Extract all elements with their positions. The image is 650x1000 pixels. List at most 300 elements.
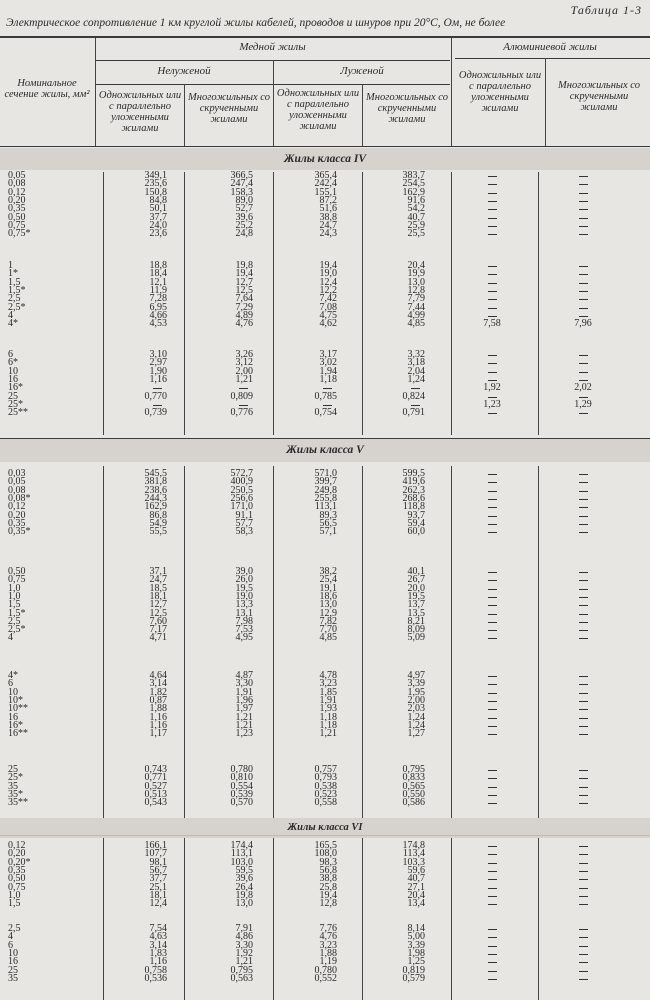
resistance-cell: 56,7 xyxy=(149,864,167,876)
resistance-cell: 12,5 xyxy=(235,284,253,296)
empty-cell-dash xyxy=(579,482,588,483)
empty-cell-dash xyxy=(488,274,497,275)
resistance-cell: 25,2 xyxy=(235,219,253,231)
resistance-cell: 3,12 xyxy=(235,357,253,369)
empty-cell-dash xyxy=(488,482,497,483)
empty-cell-dash xyxy=(579,413,588,414)
resistance-cell: 1,91 xyxy=(319,694,337,706)
resistance-cell: 256,6 xyxy=(230,492,253,504)
resistance-cell: 12,8 xyxy=(319,898,337,910)
resistance-cell: 98,1 xyxy=(149,856,167,868)
resistance-cell: 383,7 xyxy=(402,170,425,181)
cross-section-cell: 6* xyxy=(8,357,18,369)
resistance-cell: 55,5 xyxy=(149,526,167,538)
resistance-cell: 158,3 xyxy=(230,186,253,198)
resistance-cell: 0,771 xyxy=(144,772,167,784)
cross-section-cell: 25 xyxy=(8,390,18,402)
resistance-cell: 93,7 xyxy=(407,509,425,521)
resistance-cell: 0,819 xyxy=(402,964,425,976)
empty-cell-dash xyxy=(579,209,588,210)
empty-cell-dash xyxy=(579,589,588,590)
empty-cell-dash xyxy=(488,701,497,702)
resistance-cell: 1,92 xyxy=(483,382,501,394)
empty-cell-dash xyxy=(579,684,588,685)
resistance-cell: 7,98 xyxy=(235,615,253,627)
resistance-cell: 19,1 xyxy=(319,582,337,594)
resistance-cell: 12,7 xyxy=(149,599,167,611)
resistance-cell: 1,18 xyxy=(319,373,337,385)
resistance-cell: 0,538 xyxy=(314,780,337,792)
cross-section-cell: 16 xyxy=(8,373,18,385)
cross-section-cell: 1* xyxy=(8,268,18,280)
empty-cell-dash xyxy=(579,299,588,300)
resistance-cell: 107,7 xyxy=(144,848,167,860)
empty-cell-dash xyxy=(579,854,588,855)
cross-section-cell: 0,75 xyxy=(8,574,26,586)
empty-cell-dash xyxy=(579,499,588,500)
resistance-cell: 54,2 xyxy=(407,203,425,215)
resistance-cell: 13,0 xyxy=(407,276,425,288)
header-divider xyxy=(184,84,185,146)
empty-cell-dash xyxy=(488,524,497,525)
resistance-cell: 7,64 xyxy=(235,293,253,305)
resistance-cell: 8,21 xyxy=(407,615,425,627)
empty-cell-dash xyxy=(579,904,588,905)
resistance-cell: 0,758 xyxy=(144,964,167,976)
cross-section-cell: 1,5* xyxy=(8,284,26,296)
resistance-cell: 39,6 xyxy=(235,211,253,223)
resistance-cell: 255,8 xyxy=(314,492,337,504)
resistance-cell: 0,791 xyxy=(402,407,425,419)
resistance-cell: 0,757 xyxy=(314,764,337,775)
resistance-cell: 0,543 xyxy=(144,797,167,809)
resistance-cell: 171,0 xyxy=(230,501,253,513)
empty-cell-dash xyxy=(488,718,497,719)
resistance-cell: 7,29 xyxy=(235,301,253,313)
empty-cell-dash xyxy=(579,355,588,356)
resistance-cell: 0,824 xyxy=(402,390,425,402)
empty-cell-dash xyxy=(488,846,497,847)
resistance-cell: 400,9 xyxy=(230,476,253,488)
cross-section-cell: 16 xyxy=(8,956,18,968)
header-divider xyxy=(95,38,96,146)
column-divider xyxy=(362,466,363,818)
empty-cell-dash xyxy=(579,363,588,364)
empty-cell-dash xyxy=(488,879,497,880)
resistance-cell: 7,96 xyxy=(574,318,592,330)
resistance-cell: 381,8 xyxy=(144,476,167,488)
resistance-cell: 0,780 xyxy=(314,964,337,976)
resistance-cell: 1,85 xyxy=(319,686,337,698)
empty-cell-dash xyxy=(579,516,588,517)
empty-cell-dash xyxy=(579,397,588,398)
resistance-cell: 7,70 xyxy=(319,624,337,636)
empty-cell-dash xyxy=(488,589,497,590)
resistance-cell: 25,4 xyxy=(319,574,337,586)
column-divider xyxy=(273,466,274,818)
empty-cell-dash xyxy=(579,846,588,847)
resistance-cell: 18,4 xyxy=(149,268,167,280)
resistance-cell: 1,16 xyxy=(149,711,167,723)
cross-section-cell: 0,35 xyxy=(8,517,26,529)
column-divider xyxy=(538,838,539,1000)
header-top-rule xyxy=(0,36,650,38)
resistance-cell: 0,552 xyxy=(314,972,337,984)
resistance-cell: 39,0 xyxy=(235,566,253,577)
empty-cell-dash xyxy=(488,291,497,292)
resistance-cell: 174,4 xyxy=(230,840,253,851)
resistance-cell: 13,1 xyxy=(235,607,253,619)
cross-section-cell: 16** xyxy=(8,728,28,740)
empty-cell-dash xyxy=(488,904,497,905)
empty-cell-dash xyxy=(323,405,332,406)
resistance-cell: 18,1 xyxy=(149,590,167,602)
resistance-cell: 91,1 xyxy=(235,509,253,521)
empty-cell-dash xyxy=(488,937,497,938)
resistance-cell: 20,4 xyxy=(407,889,425,901)
resistance-cell: 19,8 xyxy=(235,889,253,901)
cross-section-cell: 0,12 xyxy=(8,186,26,198)
empty-cell-dash xyxy=(488,193,497,194)
cross-section-cell: 0,08 xyxy=(8,484,26,496)
empty-cell-dash xyxy=(579,929,588,930)
resistance-cell: 3,14 xyxy=(149,939,167,951)
resistance-cell: 162,9 xyxy=(144,501,167,513)
header-bottom-rule xyxy=(0,146,650,147)
column-divider xyxy=(273,172,274,435)
resistance-cell: 1,16 xyxy=(149,373,167,385)
empty-cell-dash xyxy=(579,971,588,972)
empty-cell-dash xyxy=(239,405,248,406)
cross-section-cell: 6 xyxy=(8,939,13,951)
empty-cell-dash xyxy=(579,291,588,292)
resistance-cell: 262,3 xyxy=(402,484,425,496)
resistance-cell: 19,0 xyxy=(319,268,337,280)
cross-section-cell: 0,20* xyxy=(8,856,31,868)
empty-cell-dash xyxy=(488,283,497,284)
resistance-cell: 19,9 xyxy=(407,268,425,280)
resistance-cell: 1,91 xyxy=(235,686,253,698)
empty-cell-dash xyxy=(579,701,588,702)
section-rule xyxy=(0,835,650,836)
cross-section-cell: 2,5 xyxy=(8,615,21,627)
resistance-cell: 12,9 xyxy=(319,607,337,619)
resistance-cell: 0,558 xyxy=(314,797,337,809)
cross-section-cell: 1,5 xyxy=(8,898,21,910)
empty-cell-dash xyxy=(579,218,588,219)
empty-cell-dash xyxy=(579,176,588,177)
resistance-cell: 13,7 xyxy=(407,599,425,611)
empty-cell-dash xyxy=(153,405,162,406)
resistance-cell: 7,53 xyxy=(235,624,253,636)
resistance-cell: 1,90 xyxy=(149,365,167,377)
empty-cell-dash xyxy=(579,380,588,381)
resistance-cell: 162,9 xyxy=(402,186,425,198)
column-divider xyxy=(538,466,539,818)
resistance-cell: 7,28 xyxy=(149,293,167,305)
empty-cell-dash xyxy=(488,397,497,398)
resistance-cell: 57,7 xyxy=(235,517,253,529)
empty-cell-dash xyxy=(488,580,497,581)
cross-section-cell: 4* xyxy=(8,670,18,681)
empty-cell-dash xyxy=(579,871,588,872)
resistance-cell: 6,95 xyxy=(149,301,167,313)
resistance-cell: 1,97 xyxy=(235,703,253,715)
resistance-cell: 0,527 xyxy=(144,780,167,792)
resistance-cell: 19,4 xyxy=(319,889,337,901)
resistance-cell: 19,5 xyxy=(235,582,253,594)
resistance-cell: 399,7 xyxy=(314,476,337,488)
resistance-cell: 0,785 xyxy=(314,390,337,402)
empty-cell-dash xyxy=(488,507,497,508)
resistance-cell: 4,71 xyxy=(149,632,167,644)
resistance-cell: 0,579 xyxy=(402,972,425,984)
resistance-cell: 4,97 xyxy=(407,670,425,681)
resistance-cell: 4,63 xyxy=(149,931,167,943)
resistance-cell: 87,2 xyxy=(319,194,337,206)
resistance-cell: 13,0 xyxy=(235,898,253,910)
resistance-cell: 113,1 xyxy=(230,848,253,860)
resistance-cell: 51,6 xyxy=(319,203,337,215)
empty-cell-dash xyxy=(488,380,497,381)
resistance-cell: 1,29 xyxy=(574,398,592,410)
resistance-cell: 7,58 xyxy=(483,318,501,330)
empty-cell-dash xyxy=(579,709,588,710)
empty-cell-dash xyxy=(488,863,497,864)
resistance-cell: 1,94 xyxy=(319,365,337,377)
empty-cell-dash xyxy=(488,209,497,210)
empty-cell-dash xyxy=(579,597,588,598)
empty-cell-dash xyxy=(579,622,588,623)
empty-cell-dash xyxy=(488,226,497,227)
resistance-cell: 365,4 xyxy=(314,170,337,181)
empty-cell-dash xyxy=(579,937,588,938)
empty-cell-dash xyxy=(488,308,497,309)
resistance-cell: 54,9 xyxy=(149,517,167,529)
empty-cell-dash xyxy=(488,266,497,267)
resistance-cell: 20,4 xyxy=(407,260,425,271)
resistance-cell: 19,4 xyxy=(235,268,253,280)
empty-cell-dash xyxy=(579,726,588,727)
empty-cell-dash xyxy=(488,622,497,623)
resistance-cell: 0,513 xyxy=(144,788,167,800)
resistance-cell: 26,0 xyxy=(235,574,253,586)
resistance-cell: 118,8 xyxy=(402,501,425,513)
cross-section-cell: 10** xyxy=(8,703,28,715)
cross-section-cell: 0,75 xyxy=(8,219,26,231)
cross-section-cell: 4 xyxy=(8,632,13,644)
resistance-cell: 18,5 xyxy=(149,582,167,594)
resistance-cell: 2,00 xyxy=(407,694,425,706)
cross-section-cell: 25* xyxy=(8,398,23,410)
cross-section-cell: 1,0 xyxy=(8,889,21,901)
resistance-cell: 1,95 xyxy=(407,686,425,698)
column-divider xyxy=(184,172,185,435)
empty-cell-dash xyxy=(579,308,588,309)
resistance-cell: 37,1 xyxy=(149,566,167,577)
resistance-cell: 98,3 xyxy=(319,856,337,868)
resistance-cell: 366,5 xyxy=(230,170,253,181)
resistance-cell: 1,19 xyxy=(319,956,337,968)
resistance-cell: 165,5 xyxy=(314,840,337,851)
empty-cell-dash xyxy=(579,266,588,267)
column-divider xyxy=(451,838,452,1000)
empty-cell-dash xyxy=(488,726,497,727)
table-number: Таблица 1-3 xyxy=(570,3,642,17)
resistance-cell: 599,5 xyxy=(402,468,425,479)
empty-cell-dash xyxy=(579,532,588,533)
resistance-cell: 1,96 xyxy=(235,694,253,706)
cross-section-cell: 35* xyxy=(8,788,23,800)
resistance-cell: 1,88 xyxy=(149,703,167,715)
empty-cell-dash xyxy=(579,879,588,880)
empty-cell-dash xyxy=(579,274,588,275)
empty-cell-dash xyxy=(488,871,497,872)
resistance-cell: 19,8 xyxy=(235,260,253,271)
empty-cell-dash xyxy=(579,638,588,639)
cross-section-cell: 4 xyxy=(8,309,13,321)
resistance-cell: 12,5 xyxy=(149,607,167,619)
class6-title: Жилы класса VI xyxy=(287,822,363,833)
resistance-cell: 174,8 xyxy=(402,840,425,851)
cross-section-cell: 1,0 xyxy=(8,590,21,602)
resistance-cell: 57,1 xyxy=(319,526,337,538)
empty-cell-dash xyxy=(488,218,497,219)
resistance-cell: 1,17 xyxy=(149,728,167,740)
empty-cell-dash xyxy=(153,388,162,389)
resistance-cell: 12,1 xyxy=(149,276,167,288)
cross-section-cell: 1,0 xyxy=(8,582,21,594)
resistance-cell: 5,09 xyxy=(407,632,425,644)
column-divider xyxy=(362,838,363,1000)
empty-cell-dash xyxy=(579,316,588,317)
resistance-cell: 59,6 xyxy=(407,864,425,876)
resistance-cell: 24,7 xyxy=(319,219,337,231)
empty-cell-dash xyxy=(579,283,588,284)
table-title: Электрическое сопротивление 1 км круглой жилы кабелей, проводов и шнуров при 20°С, Ом, не более xyxy=(6,17,506,29)
header-multi-tinned: Многожильных со скрученными жилами xyxy=(366,92,448,125)
empty-cell-dash xyxy=(488,474,497,475)
empty-cell-dash xyxy=(488,709,497,710)
resistance-cell: 1,21 xyxy=(235,373,253,385)
resistance-cell: 349,1 xyxy=(144,170,167,181)
empty-cell-dash xyxy=(579,962,588,963)
resistance-cell: 4,89 xyxy=(235,309,253,321)
resistance-cell: 12,4 xyxy=(319,276,337,288)
empty-cell-dash xyxy=(488,693,497,694)
resistance-cell: 3,39 xyxy=(407,939,425,951)
resistance-cell: 7,08 xyxy=(319,301,337,313)
empty-cell-dash xyxy=(579,491,588,492)
resistance-cell: 545,5 xyxy=(144,468,167,479)
empty-cell-dash xyxy=(488,787,497,788)
empty-cell-dash xyxy=(579,954,588,955)
header-multi-al: Многожильных со скрученными жилами xyxy=(558,80,640,113)
resistance-cell: 113,4 xyxy=(402,848,425,860)
empty-cell-dash xyxy=(488,630,497,631)
resistance-cell: 4,99 xyxy=(407,309,425,321)
resistance-cell: 3,02 xyxy=(319,357,337,369)
resistance-cell: 25,8 xyxy=(319,881,337,893)
resistance-cell: 3,26 xyxy=(235,349,253,360)
resistance-cell: 4,62 xyxy=(319,318,337,330)
cross-section-cell: 0,50 xyxy=(8,873,26,885)
empty-cell-dash xyxy=(488,734,497,735)
empty-cell-dash xyxy=(488,962,497,963)
empty-cell-dash xyxy=(579,946,588,947)
empty-cell-dash xyxy=(579,787,588,788)
cross-section-cell: 0,20 xyxy=(8,194,26,206)
resistance-cell: 3,23 xyxy=(319,939,337,951)
empty-cell-dash xyxy=(579,605,588,606)
resistance-cell: 1,82 xyxy=(149,686,167,698)
resistance-cell: 1,21 xyxy=(235,956,253,968)
resistance-cell: 19,5 xyxy=(407,590,425,602)
resistance-cell: 1,21 xyxy=(235,719,253,731)
resistance-cell: 0,809 xyxy=(230,390,253,402)
cross-section-cell: 10 xyxy=(8,365,18,377)
resistance-cell: 52,7 xyxy=(235,203,253,215)
resistance-cell: 1,98 xyxy=(407,947,425,959)
empty-cell-dash xyxy=(488,176,497,177)
empty-cell-dash xyxy=(579,718,588,719)
resistance-cell: 38,8 xyxy=(319,873,337,885)
resistance-cell: 13,5 xyxy=(407,607,425,619)
resistance-cell: 2,04 xyxy=(407,365,425,377)
empty-cell-dash xyxy=(488,597,497,598)
resistance-cell: 59,5 xyxy=(235,864,253,876)
header-divider xyxy=(545,58,546,146)
empty-cell-dash xyxy=(488,929,497,930)
resistance-cell: 40,7 xyxy=(407,873,425,885)
header-bare: Нелуженой xyxy=(157,65,211,77)
resistance-cell: 0,795 xyxy=(402,764,425,775)
resistance-cell: 572,7 xyxy=(230,468,253,479)
resistance-cell: 12,4 xyxy=(149,898,167,910)
resistance-cell: 4,85 xyxy=(319,632,337,644)
resistance-cell: 150,8 xyxy=(144,186,167,198)
section-rule xyxy=(0,438,650,439)
empty-cell-dash xyxy=(488,499,497,500)
resistance-cell: 0,550 xyxy=(402,788,425,800)
resistance-cell: 3,10 xyxy=(149,349,167,360)
resistance-cell: 25,1 xyxy=(149,881,167,893)
resistance-cell: 18,6 xyxy=(319,590,337,602)
resistance-cell: 3,32 xyxy=(407,349,425,360)
resistance-cell: 12,8 xyxy=(407,284,425,296)
cross-section-cell: 1,5 xyxy=(8,276,21,288)
empty-cell-dash xyxy=(488,614,497,615)
empty-cell-dash xyxy=(488,954,497,955)
resistance-cell: 268,6 xyxy=(402,492,425,504)
empty-cell-dash xyxy=(579,580,588,581)
resistance-cell: 4,76 xyxy=(235,318,253,330)
cross-section-cell: 25 xyxy=(8,964,18,976)
resistance-cell: 2,97 xyxy=(149,357,167,369)
cross-section-cell: 25** xyxy=(8,407,28,419)
resistance-cell: 40,1 xyxy=(407,566,425,577)
header-aluminum: Алюминиевой жилы xyxy=(503,41,597,53)
empty-cell-dash xyxy=(579,524,588,525)
resistance-cell: 13,0 xyxy=(319,599,337,611)
resistance-cell: 103,0 xyxy=(230,856,253,868)
resistance-cell: 38,2 xyxy=(319,566,337,577)
resistance-cell: 11,9 xyxy=(149,284,167,296)
empty-cell-dash xyxy=(579,693,588,694)
resistance-cell: 1,24 xyxy=(407,719,425,731)
empty-cell-dash xyxy=(579,734,588,735)
column-divider xyxy=(184,838,185,1000)
